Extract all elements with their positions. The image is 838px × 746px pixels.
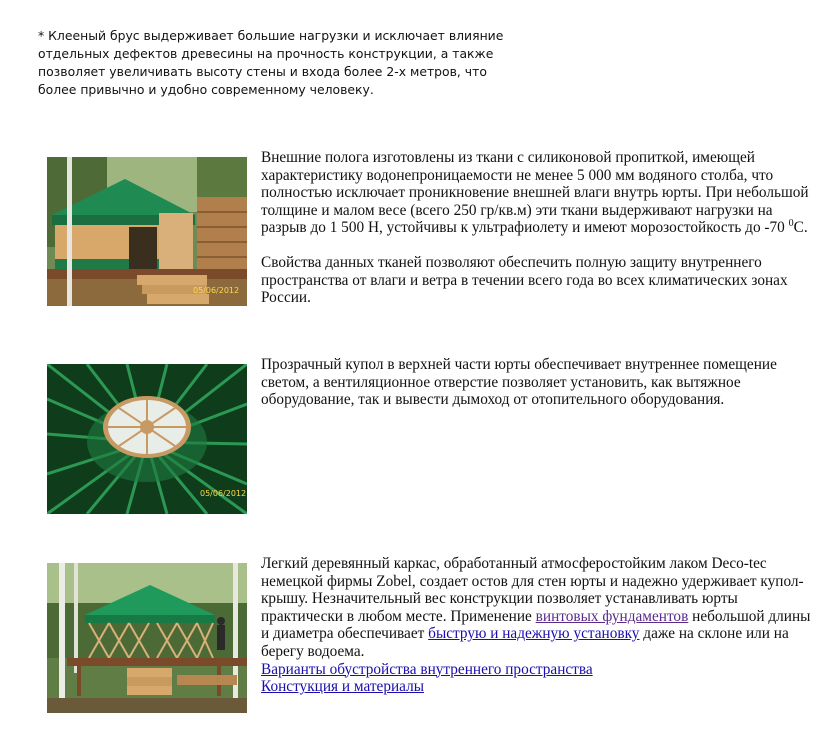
yurt-frame-photo <box>47 563 247 713</box>
fabric-description <box>261 149 821 307</box>
photo-date-stamp: 05/06/2012 <box>200 489 247 498</box>
glued-timber-note: * Клееный брус выдерживает большие нагрузки и исключает влияние отдельных дефектов древесины на прочность конструкции, а также позволяет увеличивать высоту стены и входа более 2-х метров, что более привычно и удобно современному человеку. <box>38 28 504 97</box>
temperature-unit: С. <box>793 219 808 237</box>
frame-text-b: небольшой длины и диаметра обеспечивает <box>261 607 811 643</box>
frame-text-c: даже на склоне или на берегу водоема. <box>261 625 789 660</box>
dome-description <box>261 356 821 409</box>
photo-date-stamp: 05/06/2012 <box>193 286 240 295</box>
frame-paragraph <box>261 555 821 696</box>
quick-installation-link[interactable]: быструю и надежную установку <box>428 625 640 643</box>
construction-materials-link[interactable]: Констукция и материалы <box>261 678 424 696</box>
degree-sup: 0 <box>788 218 794 230</box>
fabric-text: Внешние полога изготовлены из ткани с силиконовой пропиткой, имеющей характеристику водонепроницаемости не менее 5 000 мм водяного столба, что полностью исключает проникновение внешней влаги внутрь юрты. При небольшой толщине и малом весе (всего 250 гр/кв.м) эти ткани выдерживают нагрузки на разрыв до 1 500 Н, устойчивы к ультрафиолету и имеют морозостойкость до -70 <box>261 149 809 237</box>
yurt-exterior-photo <box>47 157 247 306</box>
frame-description <box>261 555 821 696</box>
frame-text-a: Легкий деревянный каркас, обработанный атмосферостойким лаком Deco-tec немецкой фирмы Zobel, создает остов для стен юрты и надежно удерживает купол-крышу. Незначительный вес конструкции позволяет устанавливать юрты практически в любом месте. Применение <box>261 555 804 625</box>
fabric-paragraph <box>261 149 821 237</box>
dome-interior-photo <box>47 364 247 514</box>
screw-foundations-link[interactable]: винтовых фундаментов <box>535 607 689 625</box>
fabric-properties-paragraph: Свойства данных тканей позволяют обеспечить полную защиту внутреннего пространства от влаги и ветра в течении всего года во всех климатических зонах России. <box>261 253 788 307</box>
dome-paragraph: Прозрачный купол в верхней части юрты обеспечивает внутреннее помещение светом, а вентиляционное отверстие позволяет установить, как вытяжное оборудование, так и вывести дымоход от отопительного оборудования. <box>261 356 777 409</box>
interior-options-link[interactable]: Варианты обустройства внутреннего пространства <box>261 660 593 678</box>
